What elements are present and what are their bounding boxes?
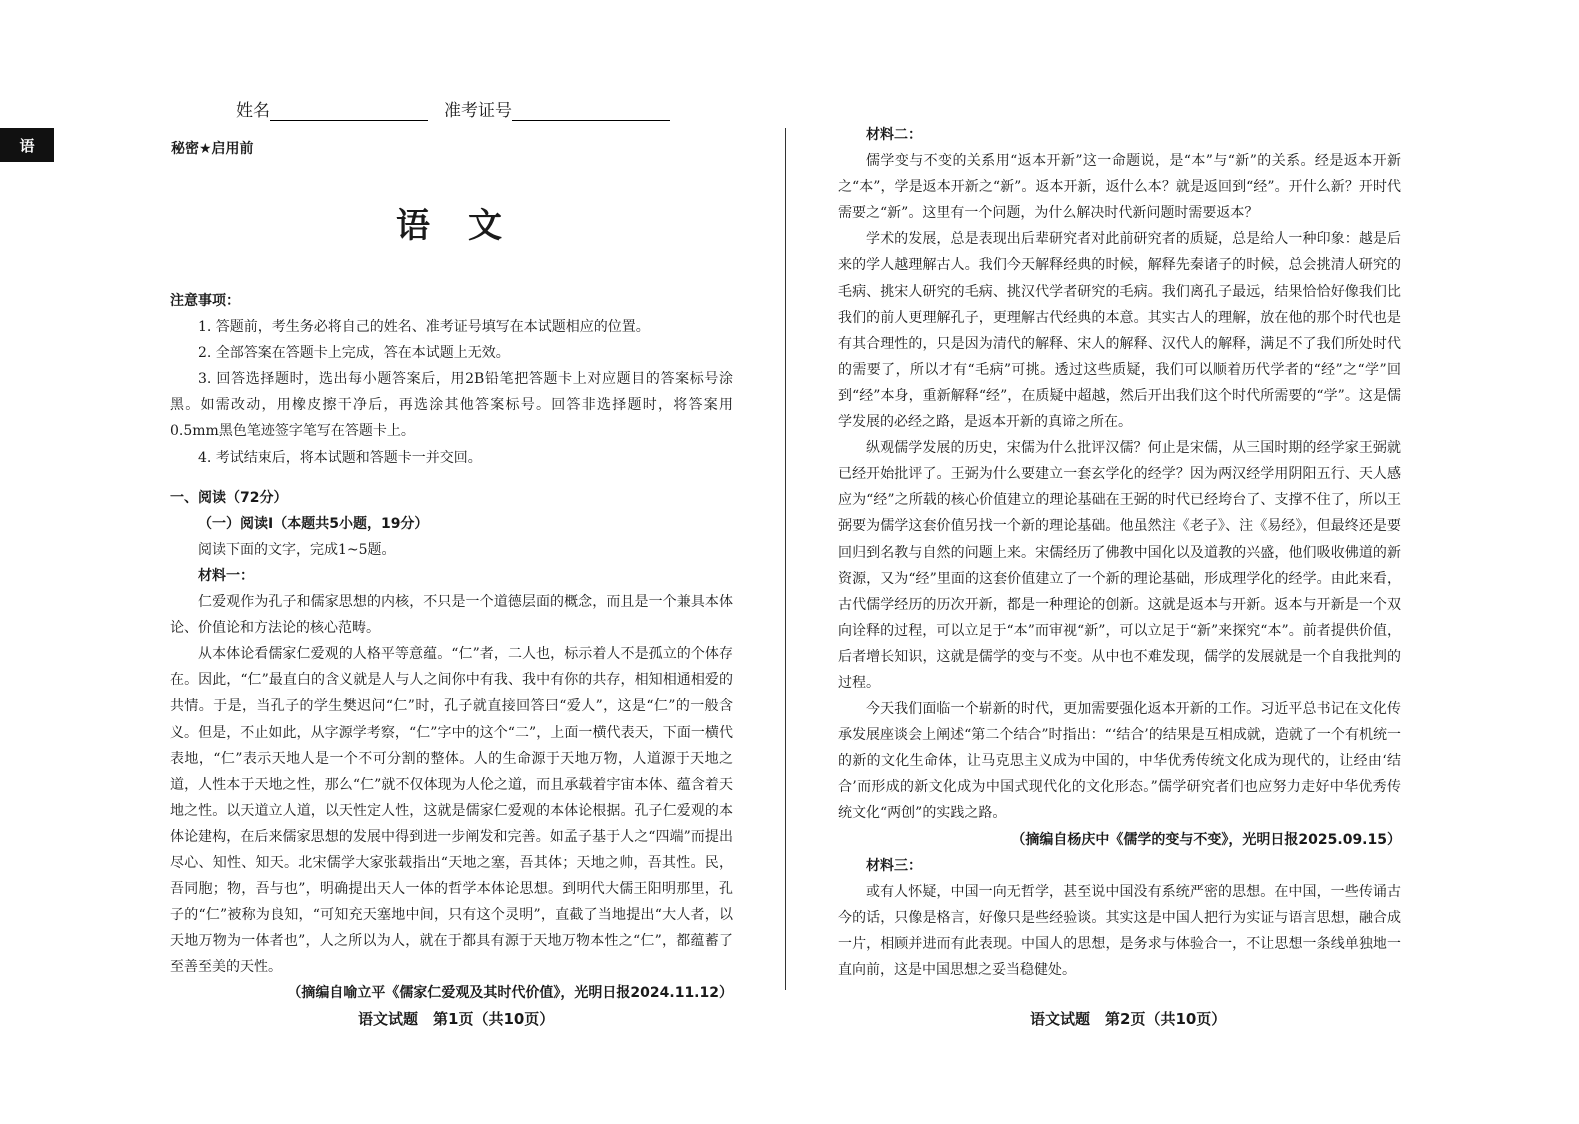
- material-2-title: 材料二：: [866, 127, 922, 143]
- page-footer-left: 语文试题 第1页（共10页）: [358, 1010, 555, 1028]
- left-column: [170, 288, 733, 1007]
- material-1-title: 材料一：: [198, 567, 254, 584]
- material-2-paragraph-1: 儒学变与不变的关系用“返本开新”这一命题说，是“本”与“新”的关系。经是返本开新之“本”，学是返本开新之“新”。返本开新，返什么本？就是返回到“经”。开什么新？开时代需要之“新”。这里有一个问题，为什么解决时代新问题时需要返本？: [838, 153, 1401, 222]
- material-3-title: 材料三：: [866, 857, 922, 874]
- notice-item-4: 4. 考试结束后，将本试题和答题卡一并交回。: [198, 449, 482, 466]
- exam-id-blank: [512, 102, 670, 121]
- name-exam-id-line: [236, 96, 670, 121]
- subject-title: 语文: [396, 206, 540, 246]
- secret-label: 秘密★启用前: [171, 141, 254, 157]
- name-label: 姓名: [236, 101, 270, 121]
- material-2-paragraph-4: 今天我们面临一个崭新的时代，更加需要强化返本开新的工作。习近平总书记在文化传承发展座谈会上阐述“第二个结合”时指出：“‘结合’的结果是互相成就，造就了一个有机统一的新的文化生命体，让马克思主义成为中国的，中华优秀传统文化成为现代的，让经由‘结合’而形成的新文化成为中国式现代化的文化形态。”儒学研究者们也应努力走好中华优秀传统文化“两创”的实践之路。: [838, 701, 1401, 822]
- page-footer-right: 语文试题 第2页（共10页）: [1030, 1010, 1227, 1028]
- material-2-source: （摘编自杨庆中《儒学的变与不变》，光明日报2025.09.15）: [1011, 831, 1401, 848]
- notice-item-1: 1. 答题前，考生务必将自己的姓名、准考证号填写在本试题相应的位置。: [198, 319, 650, 336]
- name-blank: [270, 102, 428, 121]
- material-1-paragraph-1: 仁爱观作为孔子和儒家思想的内核，不只是一个道德层面的概念，而且是一个兼具本体论、价值论和方法论的核心范畴。: [170, 594, 733, 637]
- notice-item-2: 2. 全部答案在答题卡上完成，答在本试题上无效。: [198, 345, 510, 362]
- material-3-paragraph-1: 或有人怀疑，中国一向无哲学，甚至说中国没有系统严密的思想。在中国，一些传诵古今的话，只像是格言，好像只是些经验谈。其实这是中国人把行为实证与语言思想，融合成一片，相顾并进而有此表现。中国人的思想，是务求与体验合一，不让思想一条线单独地一直向前，这是中国思想之妥当稳健处。: [838, 883, 1401, 978]
- material-2-paragraph-3: 纵观儒学发展的历史，宋儒为什么批评汉儒？何止是宋儒，从三国时期的经学家王弼就已经开始批评了。王弼为什么要建立一套玄学化的经学？因为两汉经学用阴阳五行、天人感应为“经”之所载的核心价值建立的理论基础在王弼的时代已经垮台了、支撑不住了，所以王弼要为儒学这套价值另找一个新的理论基础。他虽然注《老子》、注《易经》，但最终还是要回归到名教与自然的问题上来。宋儒经历了佛教中国化以及道教的兴盛，他们吸收佛道的新资源，又为“经”里面的这套价值建立了一个新的理论基础，形成理学化的经学。由此来看，古代儒学经历的历次开新，都是一种理论的创新。这就是返本与开新。返本与开新是一个双向诠释的过程，可以立足于“本”而审视“新”，可以立足于“新”来探究“本”。前者提供价值，后者增长知识，这就是儒学的变与不变。从中也不难发现，儒学的发展就是一个自我批判的过程。: [838, 440, 1401, 691]
- material-2-paragraph-2: 学术的发展，总是表现出后辈研究者对此前研究者的质疑，总是给人一种印象：越是后来的学人越理解古人。我们今天解释经典的时候，解释先秦诸子的时候，总会挑清人研究的毛病、挑宋人研究的毛病、挑汉代学者研究的毛病。我们离孔子最远，结果恰恰好像我们比我们的前人更理解孔子，更理解古代经典的本意。其实古人的理解，放在他的那个时代也是有其合理性的，只是因为清代的解释、宋人的解释、汉代人的解释，满足不了我们所处时代的需要了，所以才有“毛病”可挑。透过这些质疑，我们可以顺着历代学者的“经”之“学”回到“经”本身，重新解释“经”，在质疑中超越，然后开出我们这个时代所需要的“学”。这是儒学发展的必经之路，是返本开新的真谛之所在。: [838, 231, 1401, 431]
- section-title: 一、阅读（72分）: [170, 489, 288, 506]
- notice-item-3: 3. 回答选择题时，选出每小题答案后，用2B铅笔把答题卡上对应题目的答案标号涂黑。如需改动，用橡皮擦干净后，再选涂其他答案标号。回答非选择题时，将答案用0.5mm黑色笔迹签字笔写在答题卡上。: [170, 371, 733, 440]
- material-1-paragraph-2: 从本体论看儒家仁爱观的人格平等意蕴。“仁”者，二人也，标示着人不是孤立的个体存在。因此，“仁”最直白的含义就是人与人之间你中有我、我中有你的共存，相知相通相爱的共情。于是，当孔子的学生樊迟问“仁”时，孔子就直接回答曰“爱人”，这是“仁”的一般含义。但是，不止如此，从字源学考察，“仁”字中的这个“二”，上面一横代表天，下面一横代表地，“仁”表示天地人是一个不可分割的整体。人的生命源于天地万物，人道源于天地之道，人性本于天地之性，那么“仁”就不仅体现为人伦之道，而且承载着宇宙本体、蕴含着天地之性。以天道立人道，以天性定人性，这就是儒家仁爱观的本体论根据。孔子仁爱观的本体论建构，在后来儒家思想的发展中得到进一步阐发和完善。如孟子基于人之“四端”而提出尽心、知性、知天。北宋儒学大家张载指出“天地之塞，吾其体；天地之帅，吾其性。民，吾同胞；物，吾与也”，明确提出天人一体的哲学本体论思想。到明代大儒王阳明那里，孔子的“仁”被称为良知，“可知充天塞地中间，只有这个灵明”，直截了当地提出“大人者，以天地万物为一体者也”，人之所以为人，就在于都具有源于天地万物本性之“仁”，都蕴蓄了至善至美的天性。: [170, 646, 733, 976]
- notice-title: 注意事项：: [170, 293, 240, 309]
- sub-section-title: （一）阅读Ⅰ（本题共5小题，19分）: [198, 515, 429, 532]
- page-divider: [785, 128, 786, 990]
- material-1-source: （摘编自喻立平《儒家仁爱观及其时代价值》，光明日报2024.11.12）: [287, 985, 733, 1002]
- right-column: [838, 122, 1401, 983]
- exam-id-label: 准考证号: [444, 101, 512, 121]
- section-instruction: 阅读下面的文字，完成1~5题。: [198, 541, 396, 558]
- side-tab: 语: [0, 128, 54, 162]
